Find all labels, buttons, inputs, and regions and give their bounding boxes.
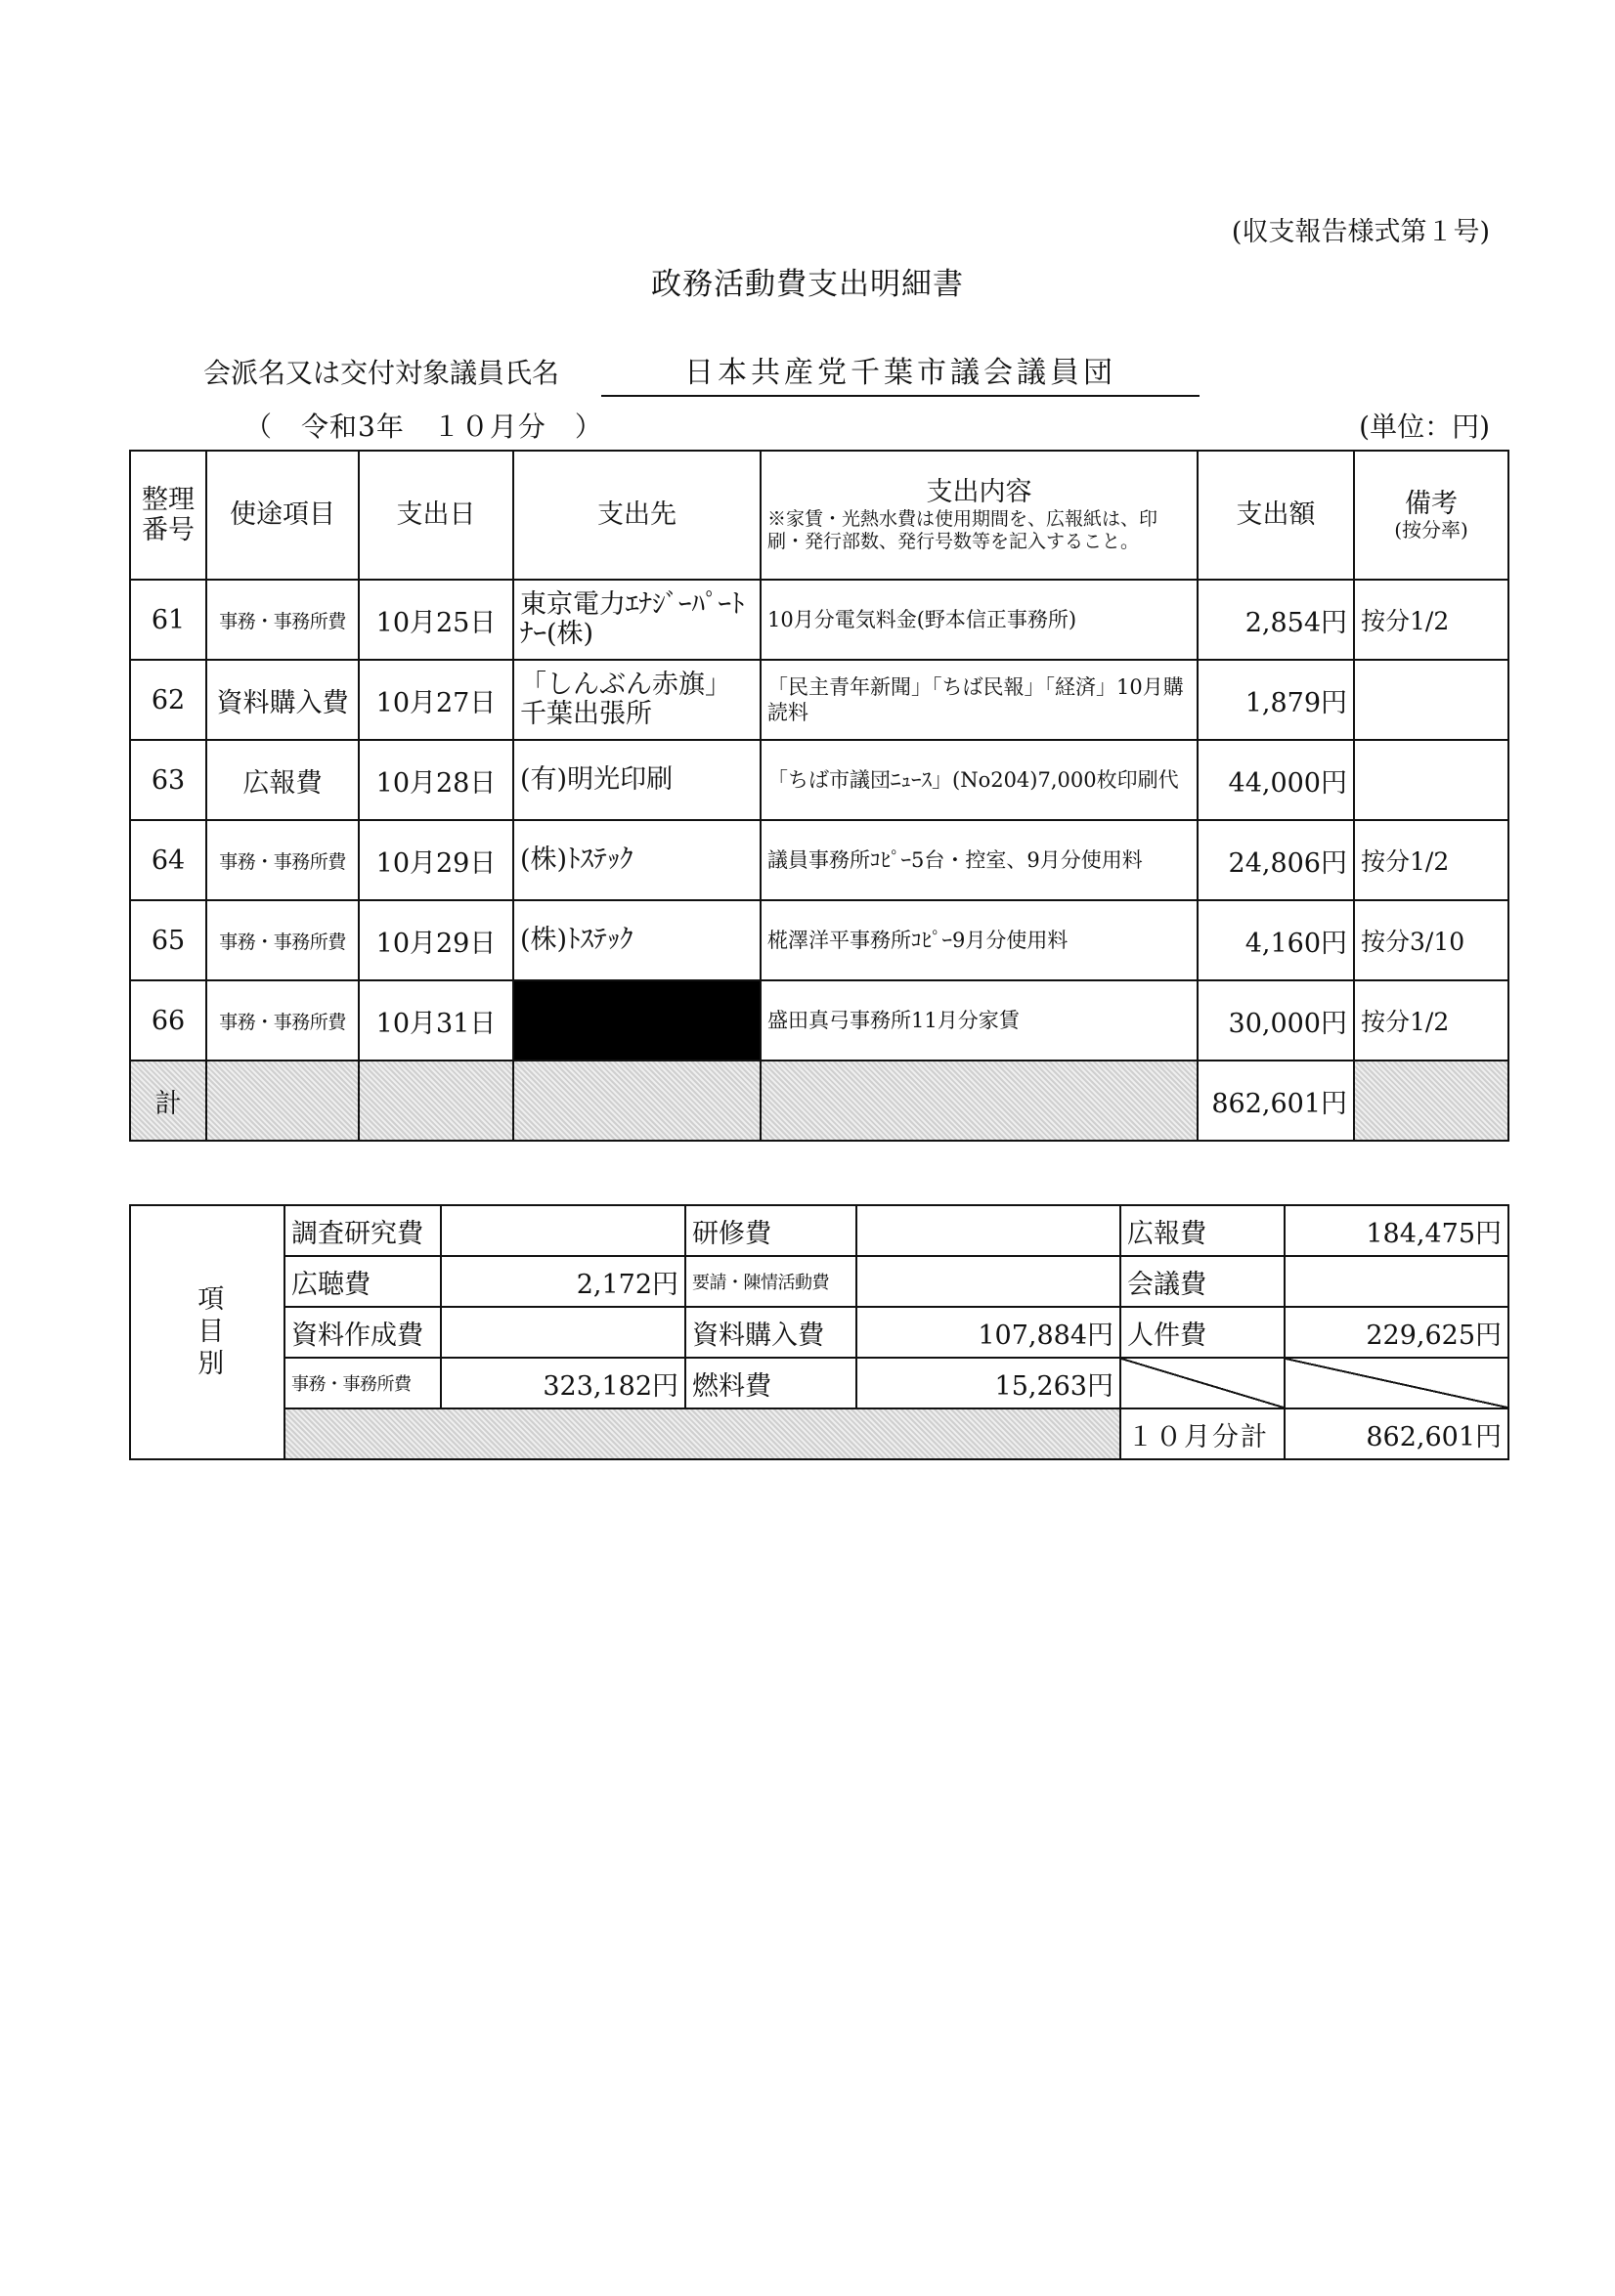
form-number: (収支報告様式第１号) (1231, 217, 1490, 247)
yousei-amount (856, 1256, 1120, 1307)
party-label: 会派名又は交付対象議員氏名 (203, 357, 560, 389)
header-remarks (1354, 451, 1508, 580)
row-no: 63 (130, 740, 206, 820)
row-content: 「ちば市議団ﾆｭｰｽ」(No204)7,000枚印刷代 (761, 740, 1198, 820)
table-row (130, 820, 1508, 900)
month-total-label: １０月分計 (1120, 1408, 1285, 1459)
row-remarks (1354, 660, 1508, 740)
period-label: （ 令和3年 １０月分 ） (244, 411, 603, 443)
row-remarks: 按分3/10 (1354, 900, 1508, 980)
row-amount: 30,000円 (1198, 980, 1354, 1061)
shiryou-kounyu-label: 資料購入費 (685, 1307, 856, 1358)
redacted-payee (513, 980, 761, 1061)
jinken-label: 人件費 (1120, 1307, 1285, 1358)
nenryou-amount: 15,263円 (856, 1358, 1120, 1408)
row-remarks: 按分1/2 (1354, 580, 1508, 660)
table-row (130, 900, 1508, 980)
summary-section-label: 項目別 (130, 1205, 284, 1459)
row-category: 事務・事務所費 (206, 820, 359, 900)
kouhou-amount: 184,475円 (1285, 1205, 1508, 1256)
table-row (130, 660, 1508, 740)
row-category: 事務・事務所費 (206, 980, 359, 1061)
shaded-cell (359, 1061, 513, 1141)
row-content: 盛田真弓事務所11月分家賃 (761, 980, 1198, 1061)
row-no: 65 (130, 900, 206, 980)
row-content: 「民主青年新聞」「ちば民報」「経済」10月購読料 (761, 660, 1198, 740)
kenshu-label: 研修費 (685, 1205, 856, 1256)
row-amount: 2,854円 (1198, 580, 1354, 660)
shaded-cell (513, 1061, 761, 1141)
chousa-label: 調査研究費 (284, 1205, 441, 1256)
row-amount: 44,000円 (1198, 740, 1354, 820)
yousei-label: 要請・陳情活動費 (685, 1256, 856, 1307)
shaded-cell (761, 1061, 1198, 1141)
header-payee: 支出先 (513, 451, 761, 580)
header-category: 使途項目 (206, 451, 359, 580)
expenditure-table (129, 450, 1509, 1142)
jimu-amount: 323,182円 (441, 1358, 685, 1408)
shaded-cell (1354, 1061, 1508, 1141)
header-no: 整理番号 (130, 451, 206, 580)
shaded-cell (284, 1408, 1120, 1459)
row-date: 10月29日 (359, 900, 513, 980)
row-date: 10月31日 (359, 980, 513, 1061)
total-label: 計 (130, 1061, 206, 1141)
chousa-amount (441, 1205, 685, 1256)
party-name: 日本共産党千葉市議会議員団 (601, 348, 1200, 397)
row-remarks (1354, 740, 1508, 820)
row-date: 10月29日 (359, 820, 513, 900)
row-amount: 24,806円 (1198, 820, 1354, 900)
row-payee: 東京電力ｴﾅｼﾞｰﾊﾟｰﾄﾅｰ(株) (513, 580, 761, 660)
total-amount: 862,601円 (1198, 1061, 1354, 1141)
table-row (130, 980, 1508, 1061)
row-remarks: 按分1/2 (1354, 980, 1508, 1061)
row-category: 資料購入費 (206, 660, 359, 740)
row-category: 事務・事務所費 (206, 900, 359, 980)
summary-row (130, 1408, 1508, 1459)
row-category: 広報費 (206, 740, 359, 820)
page-title: 政務活動費支出明細書 (651, 267, 964, 302)
row-date: 10月28日 (359, 740, 513, 820)
summary-row (130, 1256, 1508, 1307)
row-date: 10月25日 (359, 580, 513, 660)
table-row (130, 580, 1508, 660)
summary-row (130, 1205, 1508, 1256)
shiryou-sakusei-amount (441, 1307, 685, 1358)
unit-label: (単位：円) (1359, 411, 1490, 443)
row-no: 61 (130, 580, 206, 660)
row-payee: 「しんぶん赤旗」千葉出張所 (513, 660, 761, 740)
kaigi-amount (1285, 1256, 1508, 1307)
header-amount: 支出額 (1198, 451, 1354, 580)
kouchou-amount: 2,172円 (441, 1256, 685, 1307)
row-content: 10月分電気料金(野本信正事務所) (761, 580, 1198, 660)
header-remarks-sub: (按分率) (1394, 518, 1468, 542)
row-amount: 4,160円 (1198, 900, 1354, 980)
header-content-note: ※家賃・光熱水費は使用期間を、広報紙は、印刷・発行部数、発行号数等を記入すること。 (767, 508, 1158, 553)
header-content (761, 451, 1198, 580)
row-no: 62 (130, 660, 206, 740)
kenshu-amount (856, 1205, 1120, 1256)
row-payee: (株)ﾄｽﾃｯｸ (513, 820, 761, 900)
month-total-amount: 862,601円 (1285, 1408, 1508, 1459)
kouchou-label: 広聴費 (284, 1256, 441, 1307)
row-date: 10月27日 (359, 660, 513, 740)
shiryou-kounyu-amount: 107,884円 (856, 1307, 1120, 1358)
table-header-row (130, 451, 1508, 580)
header-remarks-title: 備考 (1405, 488, 1458, 519)
row-payee: (有)明光印刷 (513, 740, 761, 820)
row-category: 事務・事務所費 (206, 580, 359, 660)
row-payee: (株)ﾄｽﾃｯｸ (513, 900, 761, 980)
total-row (130, 1061, 1508, 1141)
header-content-title: 支出内容 (926, 477, 1032, 507)
kouhou-label: 広報費 (1120, 1205, 1285, 1256)
header-date: 支出日 (359, 451, 513, 580)
nenryou-label: 燃料費 (685, 1358, 856, 1408)
row-remarks: 按分1/2 (1354, 820, 1508, 900)
summary-row (130, 1358, 1508, 1408)
table-row (130, 740, 1508, 820)
summary-row (130, 1307, 1508, 1358)
empty-slashed-cell (1120, 1358, 1285, 1408)
jinken-amount: 229,625円 (1285, 1307, 1508, 1358)
shaded-cell (206, 1061, 359, 1141)
shiryou-sakusei-label: 資料作成費 (284, 1307, 441, 1358)
row-no: 64 (130, 820, 206, 900)
row-content: 議員事務所ｺﾋﾟｰ5台・控室、9月分使用料 (761, 820, 1198, 900)
kaigi-label: 会議費 (1120, 1256, 1285, 1307)
row-no: 66 (130, 980, 206, 1061)
jimu-label: 事務・事務所費 (284, 1358, 441, 1408)
row-content: 椛澤洋平事務所ｺﾋﾟｰ9月分使用料 (761, 900, 1198, 980)
category-summary-table (129, 1204, 1509, 1460)
row-amount: 1,879円 (1198, 660, 1354, 740)
empty-slashed-cell (1285, 1358, 1508, 1408)
